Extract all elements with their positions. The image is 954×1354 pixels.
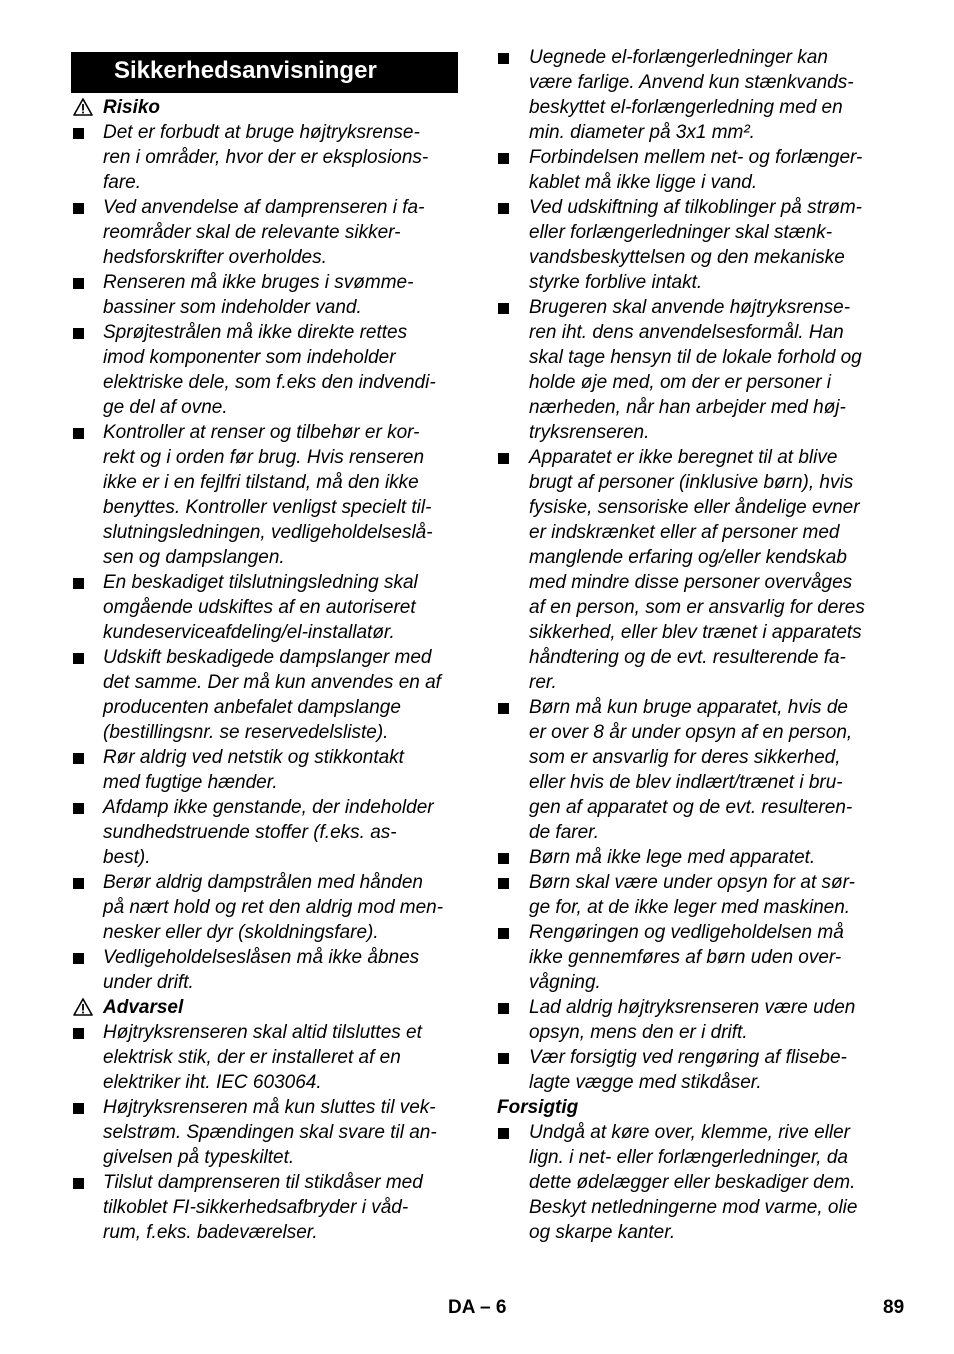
list-item-line: opsyn, mens den er i drift. bbox=[529, 1022, 748, 1043]
list-item-line: som er ansvarlig for deres sikkerhed, bbox=[529, 747, 841, 768]
list-item-line: (bestillingsnr. se reservedelsliste). bbox=[103, 722, 389, 743]
list-item-line: beskyttet el-forlængerledning med en bbox=[529, 97, 843, 118]
bullet-marker-icon bbox=[73, 1028, 84, 1039]
bullet-marker-icon bbox=[73, 653, 84, 664]
list-item-line: lign. i net- eller forlængerledninger, da bbox=[529, 1147, 848, 1168]
list-item-line: de farer. bbox=[529, 822, 600, 843]
warning-triangle-icon bbox=[73, 998, 93, 1016]
warning-subheading: Advarsel bbox=[103, 997, 184, 1018]
list-item-line: lagte vægge med stikdåser. bbox=[529, 1072, 762, 1093]
bullet-marker-icon bbox=[73, 128, 84, 139]
list-item-line: imod komponenter som indeholder bbox=[103, 347, 396, 368]
bullet-marker-icon bbox=[498, 928, 509, 939]
list-item-line: Udskift beskadigede dampslanger med bbox=[103, 647, 432, 668]
list-item-line: vågning. bbox=[529, 972, 601, 993]
list-item-line: fysiske, sensoriske eller åndelige evner bbox=[529, 497, 860, 518]
list-item-line: sundhedstruende stoffer (f.eks. as- bbox=[103, 822, 397, 843]
list-item-line: nesker eller dyr (skoldningsfare). bbox=[103, 922, 379, 943]
list-item-line: med mindre disse personer overvåges bbox=[529, 572, 853, 593]
caution-subheading: Forsigtig bbox=[497, 1097, 579, 1118]
list-item-line: elektrisk stik, der er installeret af en bbox=[103, 1047, 401, 1068]
bullet-marker-icon bbox=[498, 453, 509, 464]
list-item-line: rer. bbox=[529, 672, 557, 693]
bullet-marker-icon bbox=[73, 203, 84, 214]
list-item-line: ikke er i en fejlfri tilstand, må den ikke bbox=[103, 472, 419, 493]
list-item-line: holde øje med, om der er personer i bbox=[529, 372, 832, 393]
list-item-line: brugt af personer (inklusive børn), hvis bbox=[529, 472, 854, 493]
list-item-line: ren iht. dens anvendelsesformål. Han bbox=[529, 322, 844, 343]
bullet-marker-icon bbox=[498, 1003, 509, 1014]
list-item-line: sen og dampslangen. bbox=[103, 547, 285, 568]
list-item-line: rekt og i orden før brug. Hvis renseren bbox=[103, 447, 425, 468]
footer-label: DA – 6 bbox=[448, 1297, 507, 1318]
list-item-line: Renseren må ikke bruges i svømme- bbox=[103, 272, 414, 293]
list-item-line: Lad aldrig højtryksrenseren være uden bbox=[529, 997, 856, 1018]
list-item-line: nærheden, når han arbejder med høj- bbox=[529, 397, 846, 418]
list-item-line: benyttes. Kontroller venligst specielt til- bbox=[103, 497, 432, 518]
list-item-line: min. diameter på 3x1 mm². bbox=[529, 122, 755, 143]
list-item-line: under drift. bbox=[103, 972, 194, 993]
list-item-line: af en person, som er ansvarlig for deres bbox=[529, 597, 865, 618]
list-item-line: rum, f.eks. badeværelser. bbox=[103, 1222, 318, 1243]
list-item-line: En beskadiget tilslutningsledning skal bbox=[103, 572, 418, 593]
list-item-line: Vedligeholdelseslåsen må ikke åbnes bbox=[103, 947, 420, 968]
list-item-line: Undgå at køre over, klemme, rive eller bbox=[529, 1122, 851, 1143]
bullet-marker-icon bbox=[498, 303, 509, 314]
bullet-marker-icon bbox=[73, 878, 84, 889]
list-item-line: Ved udskiftning af tilkoblinger på strøm- bbox=[529, 197, 863, 218]
list-item-line: det samme. Der må kun anvendes en af bbox=[103, 672, 441, 693]
page-number: 89 bbox=[883, 1297, 905, 1318]
list-item-line: Sprøjtestrålen må ikke direkte rettes bbox=[103, 322, 408, 343]
list-item-line: Forbindelsen mellem net- og forlænger- bbox=[529, 147, 863, 168]
bullet-marker-icon bbox=[73, 578, 84, 589]
bullet-marker-icon bbox=[498, 703, 509, 714]
list-item-line: Højtryksrenseren må kun sluttes til vek- bbox=[103, 1097, 436, 1118]
list-item-line: selstrøm. Spændingen skal svare til an- bbox=[103, 1122, 437, 1143]
list-item-line: sikkerhed, eller blev trænet i apparatets bbox=[529, 622, 862, 643]
list-item-line: manglende erfaring og/eller kendskab bbox=[529, 547, 847, 568]
list-item-line: Brugeren skal anvende højtryksrense- bbox=[529, 297, 851, 318]
bullet-marker-icon bbox=[73, 953, 84, 964]
bullet-marker-icon bbox=[73, 328, 84, 339]
list-item-line: producenten anbefalet dampslange bbox=[103, 697, 401, 718]
list-item-line: reområder skal de relevante sikker- bbox=[103, 222, 401, 243]
bullet-marker-icon bbox=[498, 878, 509, 889]
list-item-line: Det er forbudt at bruge højtryksrense- bbox=[103, 122, 420, 143]
list-item-line: Kontroller at renser og tilbehør er kor- bbox=[103, 422, 420, 443]
list-item-line: dette ødelægger eller beskadiger dem. bbox=[529, 1172, 856, 1193]
list-item-line: ikke gennemføres af børn uden over- bbox=[529, 947, 842, 968]
bullet-marker-icon bbox=[73, 278, 84, 289]
list-item-line: tryksrenseren. bbox=[529, 422, 650, 443]
list-item-line: Uegnede el-forlængerledninger kan bbox=[529, 47, 828, 68]
list-item-line: håndtering og de evt. resulterende fa- bbox=[529, 647, 846, 668]
list-item-line: Børn må ikke lege med apparatet. bbox=[529, 847, 816, 868]
list-item-line: Rengøringen og vedligeholdelsen må bbox=[529, 922, 844, 943]
list-item-line: skal tage hensyn til de lokale forhold og bbox=[529, 347, 862, 368]
list-item-line: er indskrænket eller af personer med bbox=[529, 522, 840, 543]
bullet-marker-icon bbox=[73, 1178, 84, 1189]
list-item-line: Tilslut damprenseren til stikdåser med bbox=[103, 1172, 423, 1193]
list-item-line: Berør aldrig dampstrålen med hånden bbox=[103, 872, 424, 893]
list-item-line: styrke forblive intakt. bbox=[529, 272, 703, 293]
list-item-line: være farlige. Anvend kun stænkvands- bbox=[529, 72, 854, 93]
bullet-marker-icon bbox=[73, 428, 84, 439]
bullet-marker-icon bbox=[498, 853, 509, 864]
list-item-line: med fugtige hænder. bbox=[103, 772, 278, 793]
list-item-line: Ved anvendelse af damprenseren i fa- bbox=[103, 197, 425, 218]
list-item-line: eller forlængerledninger skal stænk- bbox=[529, 222, 833, 243]
bullet-marker-icon bbox=[498, 1128, 509, 1139]
list-item-line: gen af apparatet og de evt. resulteren- bbox=[529, 797, 853, 818]
list-item-line: slutningsledningen, vedligeholdelseslå- bbox=[103, 522, 433, 543]
warning-triangle-icon bbox=[73, 98, 93, 116]
list-item-line: elektriske dele, som f.eks den indvendi- bbox=[103, 372, 436, 393]
list-item-line: elektriker iht. IEC 603064. bbox=[103, 1072, 322, 1093]
list-item-line: Rør aldrig ved netstik og stikkontakt bbox=[103, 747, 404, 768]
list-item-line: er over 8 år under opsyn af en person, bbox=[529, 722, 853, 743]
list-item-line: Vær forsigtig ved rengøring af flisebe- bbox=[529, 1047, 847, 1068]
bullet-marker-icon bbox=[498, 203, 509, 214]
list-item-line: tilkoblet FI-sikkerhedsafbryder i våd- bbox=[103, 1197, 409, 1218]
list-item-line: Afdamp ikke genstande, der indeholder bbox=[103, 797, 434, 818]
bullet-marker-icon bbox=[73, 803, 84, 814]
bullet-marker-icon bbox=[73, 1103, 84, 1114]
list-item-line: Apparatet er ikke beregnet til at blive bbox=[529, 447, 838, 468]
list-item-line: Højtryksrenseren skal altid tilsluttes et bbox=[103, 1022, 422, 1043]
list-item-line: kablet må ikke ligge i vand. bbox=[529, 172, 758, 193]
list-item-line: hedsforskrifter overholdes. bbox=[103, 247, 327, 268]
list-item-line: kundeserviceafdeling/el-installatør. bbox=[103, 622, 395, 643]
list-item-line: Børn skal være under opsyn for at sør- bbox=[529, 872, 855, 893]
bullet-marker-icon bbox=[498, 53, 509, 64]
list-item-line: på nært hold og ret den aldrig mod men- bbox=[103, 897, 444, 918]
list-item-line: og skarpe kanter. bbox=[529, 1222, 676, 1243]
section-heading: Sikkerhedsanvisninger bbox=[71, 52, 458, 93]
list-item-line: ge for, at de ikke leger med maskinen. bbox=[529, 897, 851, 918]
list-item-line: eller hvis de blev indlært/trænet i bru- bbox=[529, 772, 843, 793]
list-item-line: Beskyt netledningerne mod varme, olie bbox=[529, 1197, 858, 1218]
bullet-marker-icon bbox=[73, 753, 84, 764]
list-item-line: ren i områder, hvor der er eksplosions- bbox=[103, 147, 429, 168]
list-item-line: best). bbox=[103, 847, 151, 868]
list-item-line: Børn må kun bruge apparatet, hvis de bbox=[529, 697, 848, 718]
list-item-line: ge del af ovne. bbox=[103, 397, 228, 418]
list-item-line: fare. bbox=[103, 172, 142, 193]
bullet-marker-icon bbox=[498, 1053, 509, 1064]
risk-subheading: Risiko bbox=[103, 97, 161, 118]
list-item-line: bassiner som indeholder vand. bbox=[103, 297, 362, 318]
list-item-line: givelsen på typeskiltet. bbox=[103, 1147, 295, 1168]
list-item-line: omgående udskiftes af en autoriseret bbox=[103, 597, 416, 618]
list-item-line: vandsbeskyttelsen og den mekaniske bbox=[529, 247, 845, 268]
bullet-marker-icon bbox=[498, 153, 509, 164]
